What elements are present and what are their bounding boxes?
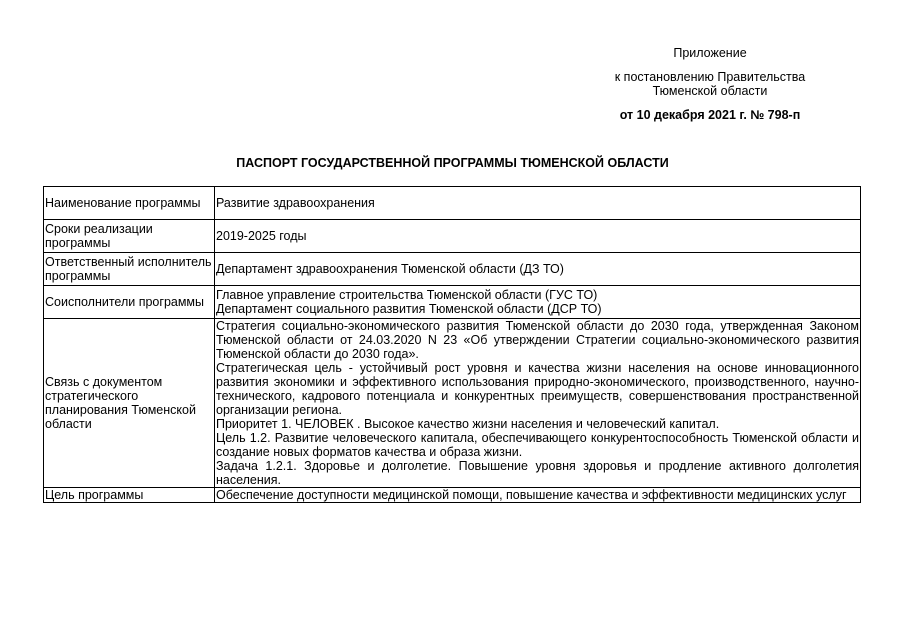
coexecutor-line: Департамент социального развития Тюменской области (ДСР ТО) (216, 302, 602, 316)
table-row (44, 488, 861, 503)
row-label: Ответственный исполнитель программы (44, 253, 215, 286)
row-label: Наименование программы (44, 187, 215, 220)
strategy-paragraph: Цель 1.2. Развитие человеческого капитала, обеспечивающего конкурентоспособность Тюменской области и создание новых форматов качества и образа жизни. (216, 431, 859, 459)
page-title: ПАСПОРТ ГОСУДАРСТВЕННОЙ ПРОГРАММЫ ТЮМЕНСКОЙ ОБЛАСТИ (236, 156, 669, 170)
row-value (215, 488, 861, 503)
row-value: 2019-2025 годы (215, 220, 861, 253)
region-name: Тюменской области (652, 84, 768, 98)
row-value (215, 319, 861, 488)
row-label: Связь с документом стратегического планирования Тюменской области (44, 319, 215, 488)
table-row (44, 253, 861, 286)
row-label: Соисполнители программы (44, 286, 215, 319)
strategy-paragraph: Стратегическая цель - устойчивый рост уровня и качества жизни населения на основе инновационного развития экономики и эффективного использования природно-экономического, производственного, научно-технического, кадрового потенциала и конкурентных преимуществ, совершенствования пространственной организации региона. (216, 361, 859, 417)
table-row (44, 187, 861, 220)
resolution-date-number: от 10 декабря 2021 г. № 798-п (619, 108, 801, 122)
strategy-paragraph: Приоритет 1. ЧЕЛОВЕК . Высокое качество жизни населения и человеческий капитал. (216, 417, 720, 431)
strategy-paragraph: Задача 1.2.1. Здоровье и долголетие. Повышение уровня здоровья и продление активного долголетия населения. (216, 459, 859, 487)
strategy-paragraph: Стратегия социально-экономического развития Тюменской области до 2030 года, утвержденная Законом Тюменской области от 24.03.2020 N 23 «Об утверждении Стратегии социально-экономического развития Тюменской области до 2030 года». (216, 319, 859, 361)
table-row (44, 286, 861, 319)
row-value: Департамент здравоохранения Тюменской области (ДЗ ТО) (215, 253, 861, 286)
resolution-reference: к постановлению Правительства (614, 70, 806, 84)
table-row (44, 220, 861, 253)
coexecutor-line: Главное управление строительства Тюменской области (ГУС ТО) (216, 288, 598, 302)
row-value: Развитие здравоохранения (215, 187, 861, 220)
row-label: Цель программы (44, 488, 215, 503)
row-value (215, 286, 861, 319)
appendix-label: Приложение (673, 46, 747, 60)
row-label: Сроки реализации программы (44, 220, 215, 253)
table-row (44, 319, 861, 488)
passport-table (43, 186, 861, 503)
program-goal-text: Обеспечение доступности медицинской помощи, повышение качества и эффективности медицинских услуг (216, 488, 847, 502)
